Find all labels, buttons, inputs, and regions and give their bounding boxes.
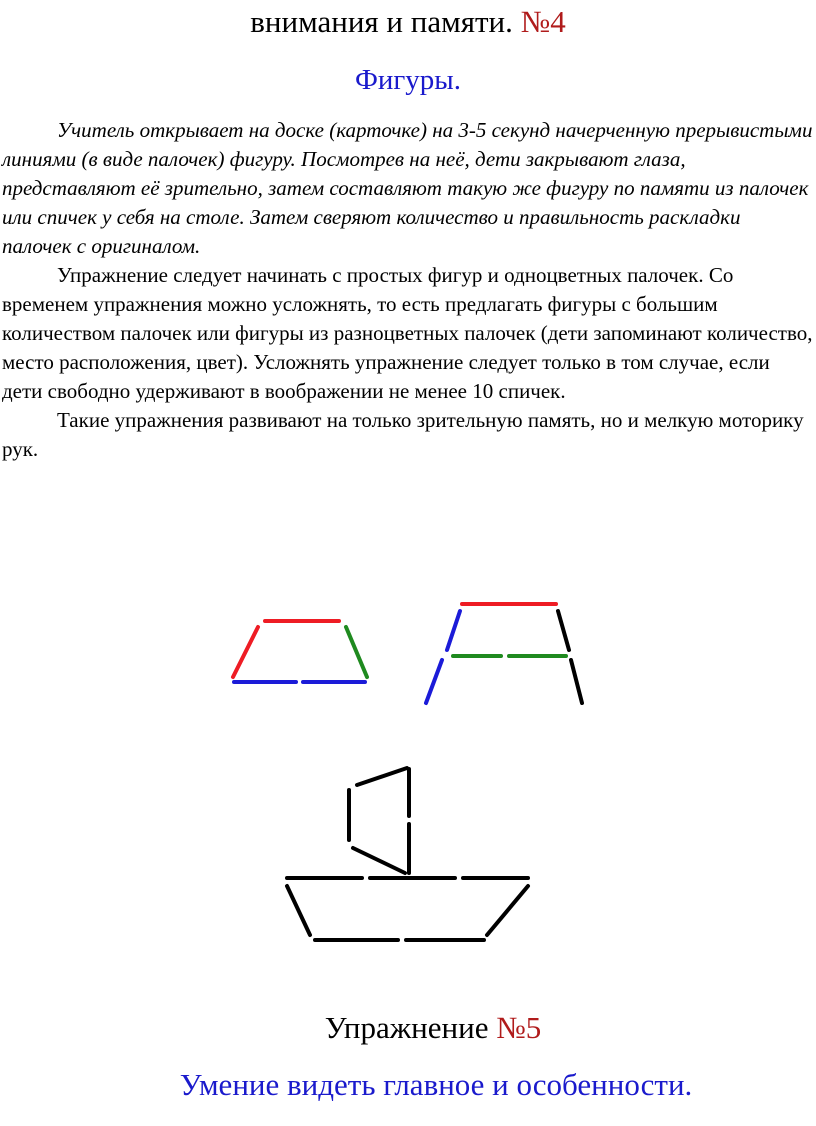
exercise-subtitle: Умение видеть главное и особенности.	[179, 1067, 693, 1102]
paragraph-benefits: Такие упражнения развивают на только зрительную память, но и мелкую моторику рук.	[2, 408, 804, 461]
table-left-upper-stick	[447, 611, 460, 650]
sail-top-stick	[357, 768, 407, 785]
section-heading-number: №4	[520, 4, 566, 39]
exercise-heading-text: Упражнение	[324, 1010, 497, 1045]
section-heading	[0, 2, 816, 42]
trapezoid-left-stick	[233, 627, 258, 677]
section-subtitle: Фигуры.	[354, 64, 462, 96]
table-left-lower-stick	[426, 660, 442, 703]
hull-left-stick	[287, 886, 310, 935]
sail-diagonal-stick	[353, 848, 405, 873]
trapezoid-right-stick	[346, 627, 367, 677]
paragraph-progression: Упражнение следует начинать с простых фигур и одноцветных палочек. Со временем упражнения можно усложнять, то есть предлагать фигуры с большим количеством палочек или фигуры из разноцветных палочек (дети запоминают количество, место расположения, цвет). Усложнять упражнение следует только в том случае, если дети свободно удерживают в воображении не менее 10 спичек.	[2, 263, 813, 403]
body-text	[2, 116, 814, 464]
hull-right-stick	[487, 886, 528, 935]
table-right-lower-stick	[571, 660, 582, 703]
exercise-heading-number: №5	[496, 1010, 542, 1045]
table-figure	[426, 604, 582, 703]
table-right-upper-stick	[558, 611, 569, 650]
exercise-heading	[0, 1008, 816, 1048]
trapezoid-figure	[233, 621, 367, 682]
stick-figures-illustration	[0, 590, 816, 960]
paragraph-instructions: Учитель открывает на доске (карточке) на 3-5 секунд начерченную прерывистыми линиями (в виде палочек) фигуру. Посмотрев на неё, дети закрывают глаза, представляют её зрительно, затем составляют такую же фигуру по памяти из палочек или спичек у себя на столе. Затем сверяют количество и правильность раскладки палочек с оригиналом.	[2, 118, 813, 258]
section-heading-text: внимания и памяти.	[250, 4, 521, 39]
boat-figure	[287, 768, 528, 940]
